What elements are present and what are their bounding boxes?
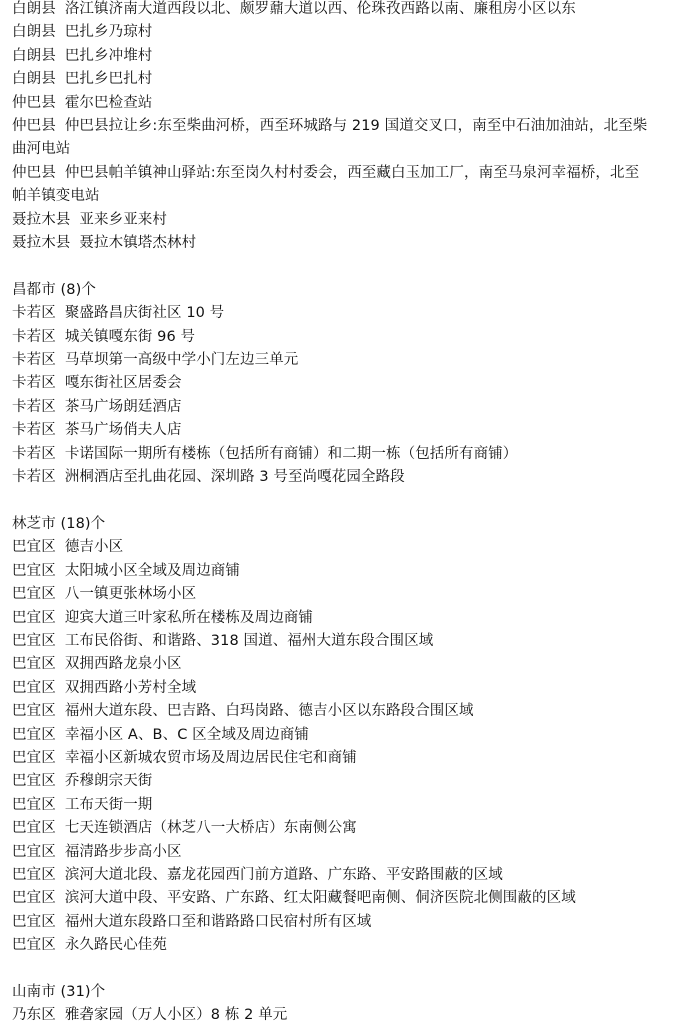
list-item [12,630,675,653]
district-name: 白朗县 [12,24,56,41]
district-name: 巴宜区 [12,539,56,556]
list-item [12,911,675,934]
location-text: 福清路步步高小区 [64,843,182,860]
location-text: 巴扎乡冲堆村 [64,47,153,64]
location-text: 仲巴县拉让乡:东至柴曲河桥，西至环城路与 219 国道交叉口，南至中石油加油站，北至柴曲河电站 [12,118,648,158]
list-item [12,583,675,606]
district-name: 巴宜区 [12,843,56,860]
section-header: 昌都市 (8)个 [12,281,96,298]
section-spacer [12,255,675,278]
list-item [12,934,675,957]
district-name: 仲巴县 [12,94,56,111]
location-text: 巴扎乡乃琼村 [64,24,153,41]
district-name: 巴宜区 [12,796,56,813]
location-text: 雅砻家园（万人小区）8 栋 2 单元 [64,1007,288,1024]
location-text: 双拥西路龙泉小区 [64,656,182,673]
list-item [12,841,675,864]
location-text: 七天连锁酒店（林芝八一大桥店）东南侧公寓 [64,820,357,837]
district-name: 巴宜区 [12,773,56,790]
location-text: 聚盛路昌庆街社区 10 号 [64,305,225,322]
list-item [12,396,675,419]
list-item [12,349,675,372]
district-name: 巴宜区 [12,890,56,907]
district-name: 巴宜区 [12,609,56,626]
list-item [12,747,675,770]
district-name: 巴宜区 [12,726,56,743]
location-text: 茶马广场俏夫人店 [64,422,182,439]
list-item [12,700,675,723]
location-text: 永久路民心佳苑 [64,937,168,954]
location-text: 工布天街一期 [64,796,153,813]
list-item [12,864,675,887]
location-text: 太阳城小区全域及周边商铺 [64,562,241,579]
list-item [12,45,675,68]
district-name: 巴宜区 [12,820,56,837]
location-text: 巴扎乡巴扎村 [64,71,153,88]
list-item [12,115,652,162]
location-text: 乔穆朗宗天街 [64,773,153,790]
location-text: 城关镇嘎东街 96 号 [64,328,196,345]
district-name: 聂拉木县 [12,235,71,252]
list-item [12,770,675,793]
district-name: 乃东区 [12,1007,56,1024]
location-text: 工布民俗街、和谐路、318 国道、福州大道东段合围区域 [64,632,434,649]
location-text: 亚来乡亚来村 [79,211,168,228]
district-name: 卡若区 [12,352,56,369]
location-text: 仲巴县帕羊镇神山驿站:东至岗久村村委会，西至藏白玉加工厂，南至马泉河幸福桥，北至帕羊镇变电站 [12,164,640,205]
district-name: 卡若区 [12,305,56,322]
location-text: 八一镇更张林场小区 [64,586,197,603]
location-text: 迎宾大道三叶家私所在楼栋及周边商铺 [64,609,314,626]
district-name: 巴宜区 [12,913,56,930]
location-text: 德吉小区 [64,539,124,556]
district-name: 白朗县 [12,47,56,64]
list-item [12,232,675,255]
location-text: 双拥西路小芳村全域 [64,679,197,696]
list-item [12,677,675,700]
list-item [12,536,675,559]
list-item [12,466,675,489]
list-item [12,887,675,910]
section-header: 林芝市 (18)个 [12,515,106,532]
district-name: 仲巴县 [12,164,56,181]
list-item [12,209,675,232]
location-text: 福州大道东段、巴吉路、白玛岗路、德吉小区以东路段合围区域 [64,703,474,720]
section-header: 山南市 (31)个 [12,984,106,1001]
district-name: 卡若区 [12,398,56,415]
list-item [12,653,675,676]
location-text: 幸福小区 A、B、C 区全域及周边商铺 [64,726,309,743]
list-item [12,419,675,442]
location-text: 洛江镇济南大道西段以北、颇罗鼐大道以西、伦珠孜西路以南、廉租房小区以东 [64,1,576,17]
section-spacer [12,490,675,513]
district-name: 巴宜区 [12,679,56,696]
district-name: 巴宜区 [12,867,56,883]
location-text: 嘎东街社区居委会 [64,375,182,392]
district-name: 巴宜区 [12,937,56,954]
list-item [12,607,675,630]
list-item [12,162,652,209]
list-item [12,372,675,395]
list-item [12,92,675,115]
location-text: 滨河大道中段、平安路、广东路、红太阳藏餐吧南侧、侗济医院北侧围蔽的区域 [64,890,576,907]
district-name: 仲巴县 [12,118,56,135]
location-text: 洲桐酒店至扎曲花园、深圳路 3 号至尚嘎花园全路段 [64,469,405,486]
location-text: 霍尔巴检查站 [64,94,153,111]
location-text: 茶马广场朗廷酒店 [64,398,182,415]
location-text: 滨河大道北段、嘉龙花园西门前方道路、广东路、平安路围蔽的区域 [64,867,503,883]
district-name: 白朗县 [12,71,56,88]
district-name: 卡若区 [12,469,56,486]
district-name: 巴宜区 [12,656,56,673]
district-name: 卡若区 [12,422,56,439]
district-name: 巴宜区 [12,749,56,766]
list-item [12,560,675,583]
location-text: 马草坝第一高级中学小门左边三单元 [64,352,299,369]
location-text: 聂拉木镇塔杰林村 [79,235,197,252]
list-item [12,794,675,817]
district-name: 卡若区 [12,375,56,392]
location-text: 幸福小区新城农贸市场及周边居民住宅和商铺 [64,749,357,766]
list-item [12,817,675,840]
district-name: 巴宜区 [12,586,56,603]
district-name: 白朗县 [12,1,56,17]
district-name: 巴宜区 [12,562,56,579]
list-item [12,302,675,325]
list-item [12,443,675,466]
list-item [12,0,675,21]
list-item [12,21,675,44]
district-name: 聂拉木县 [12,211,71,228]
district-name: 卡若区 [12,328,56,345]
list-item [12,1004,675,1027]
district-name: 巴宜区 [12,632,56,649]
district-name: 卡若区 [12,445,56,462]
list-item [12,724,675,747]
location-text: 卡诺国际一期所有楼栋（包括所有商铺）和二期一栋（包括所有商铺） [64,445,518,462]
district-name: 巴宜区 [12,703,56,720]
list-item [12,326,675,349]
location-text: 福州大道东段路口至和谐路路口民宿村所有区域 [64,913,372,930]
list-item [12,68,675,91]
section-spacer [12,958,675,981]
